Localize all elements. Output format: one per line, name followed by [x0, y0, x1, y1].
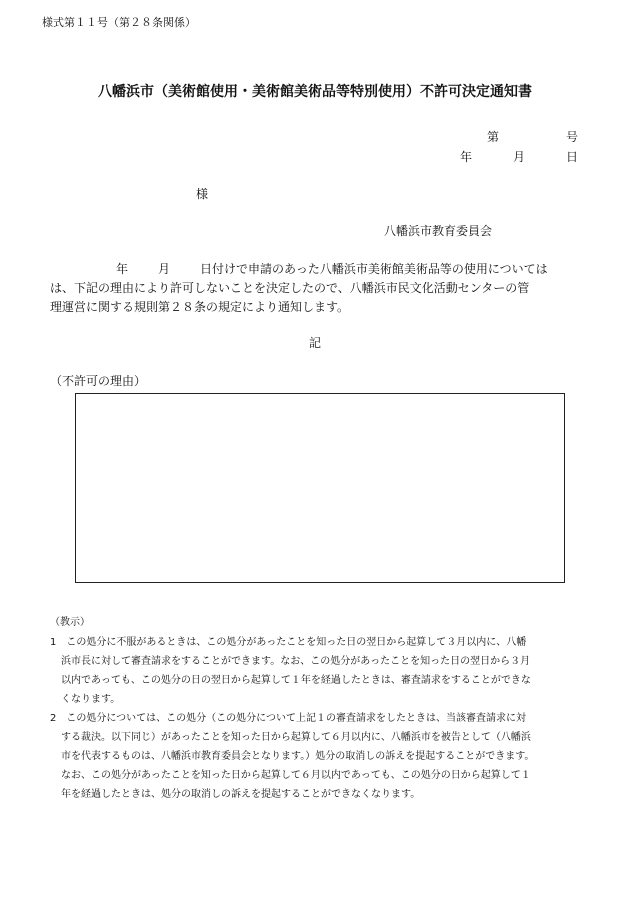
reason-box — [75, 393, 565, 583]
notice-heading: （教示） — [50, 617, 90, 628]
body-line-3: 理運営に関する規則第２８条の規定により通知します。 — [50, 300, 350, 314]
issuer-name: 八幡浜市教育委員会 — [384, 224, 493, 238]
document-title: 八幡浜市（美術館使用・美術館美術品等特別使用）不許可決定通知書 — [98, 84, 532, 100]
notice-line: 以内であっても、この処分の日の翌日から起算して１年を経過したときは、審査請求をすることができな — [61, 675, 531, 686]
doc-number-prefix: 第 — [487, 130, 500, 144]
notice-line: くなります。 — [61, 694, 121, 705]
body-year: 年 — [116, 262, 129, 276]
notice-line: 1 この処分に不服があるときは、この処分があったことを知った日の翌日から起算して３月以内に、八幡 — [50, 637, 527, 648]
notice-line: 2 この処分については、この処分（この処分について上記１の審査請求をしたときは、当該審査請求に対 — [50, 713, 526, 724]
notice-line: 浜市長に対して審査請求をすることができます。なお、この処分があったことを知った日の翌日から３月 — [61, 656, 531, 667]
notice-line: する裁決。以下同じ）があったことを知った日から起算して６月以内に、八幡浜市を被告として（八幡浜 — [61, 732, 531, 743]
body-line-2: は、下記の理由により許可しないことを決定したので、八幡浜市民文化活動センターの管 — [50, 281, 530, 295]
notice-line: 市を代表するものは、八幡浜市教育委員会となります。）処分の取消しの訴えを提起することができます。 — [61, 751, 535, 762]
reason-label: （不許可の理由） — [50, 374, 147, 388]
doc-number-suffix: 号 — [566, 130, 579, 144]
notice-line: なお、この処分があったことを知った日から起算して６月以内であっても、この処分の日から起算して１ — [61, 770, 531, 781]
date-year: 年 — [460, 150, 473, 164]
form-number: 様式第１１号（第２８条関係） — [42, 16, 196, 29]
body-month: 月 — [158, 262, 171, 276]
notice-line: 年を経過したときは、処分の取消しの訴えを提起することができなくなります。 — [61, 789, 421, 800]
body-line-1-text: 日付けで申請のあった八幡浜市美術館美術品等の使用については — [200, 262, 548, 276]
ki-heading: 記 — [308, 336, 321, 350]
addressee-honorific: 様 — [196, 187, 209, 201]
date-month: 月 — [513, 150, 526, 164]
date-day: 日 — [566, 150, 579, 164]
